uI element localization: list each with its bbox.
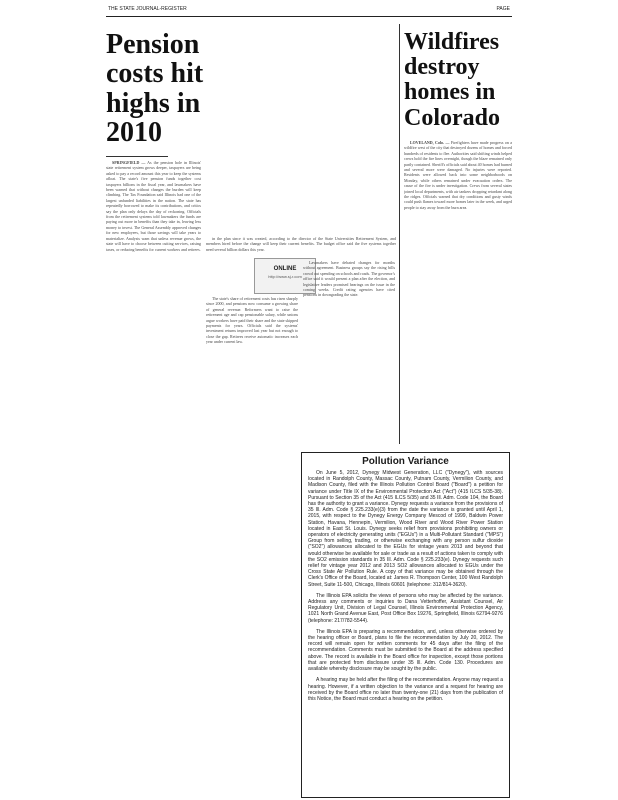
pension-story-body	[106, 160, 201, 445]
online-promo-title: ONLINE	[273, 266, 297, 272]
continuation-text: in the plan since it was created, according to the director of the State Universities Retirement System, and members hired before the change will keep their current benefits. The budget office said the five systems together need several billion dollars this year.	[206, 236, 396, 252]
wildfire-body-text: Firefighters have made progress on a wildfire west of the city that destroyed dozens of homes and forced hundreds of residents to flee. Authorities said shifting winds helped crews hold the fire lines overnight, though the blaze remained only partly contained. Sheriff's officials said about 40 homes had burned and several more were damaged. No injuries were reported. Residents were allowed back into some neighborhoods on Monday, while others remained under evacuation orders. The cause of the fire is under investigation. Crews from several states joined local departments, with air tankers dropping retardant along the ridges. Officials warned that dry conditions and gusty winds could push flames toward more homes later in the week, and urged people to stay away from the burn area.	[404, 140, 512, 210]
headline-rule	[106, 156, 168, 157]
pension-dateline: SPRINGFIELD —	[112, 160, 146, 165]
wildfire-dateline: LOVELAND, Colo. —	[410, 140, 450, 145]
wildfire-story-body	[404, 140, 512, 445]
column-divider	[399, 24, 400, 444]
header-page-label: PAGE	[496, 6, 510, 12]
newspaper-page	[106, 0, 512, 800]
notice-paragraph-4: A hearing may be held after the filing of the recommendation. Anyone may request a hearing. However, if a written objection to the variance and a request for hearing are received by the Board office no later than twenty-one (21) days from the publication of this Notice, the Board must conduct a hearing on the petition.	[308, 677, 503, 702]
notice-paragraph-2: The Illinois EPA solicits the views of persons who may be affected by the variance. Address any comments or inquiries to Dana Vetterhoffer, Assistant Counsel, Air Regulatory Unit, Division of Legal Counsel, Illinois Environmental Protection Agency, 1021 North Grand Avenue East, Post Office Box 19276, Springfield, Illinois 62794-9276 (telephone: 217/782-5544).	[308, 592, 503, 624]
wildfire-headline: Wildfires destroy homes in Colorado	[404, 29, 500, 131]
header-publication: THE STATE JOURNAL-REGISTER	[108, 6, 187, 12]
notice-body	[302, 470, 509, 702]
page-header	[106, 4, 512, 17]
pension-column-a	[206, 296, 298, 446]
pension-column-b-text: Lawmakers have debated changes for months without agreement. Business groups say the rising bills crowd out spending on schools and roads. The governor's office said it would present a plan after the election, and legislative leaders promised hearings on the issue in the coming weeks. Credit rating agencies have cited pensions in downgrading the state.	[303, 260, 395, 298]
pension-headline: Pension costs hit highs in 2010	[106, 29, 204, 149]
pension-body-text: As the pension hole in Illinois' state retirement system grows deeper, taxpayers are being asked to pay a record amount this year to keep the systems afloat. The state's five pension funds together cost taxpayers billions in the fiscal year, and lawmakers have been warned that without changes the burden will keep climbing. The Tax Foundation said Illinois had one of the largest unfunded liabilities in the nation. The state has repeatedly borrowed to make its contributions, and critics say the plan only delays the day of reckoning. Officials from the retirement systems told lawmakers the funds are paying out more in benefits than they take in, leaving less money to invest. The General Assembly approved changes for new employees, but those savings will take years to materialize. Analysts warn that unless revenue grows, the state will have to choose between cutting services, raising taxes, or reducing benefits for current workers and retirees.	[106, 160, 201, 252]
notice-paragraph-1: On June 5, 2012, Dynegy Midwest Generation, LLC ("Dynegy"), with sources located in Randolph County, Massac County, Putnam County, Vermilion County, and Madison County, filed with the Illinois Pollution Control Board ("Board") a petition for variance under Title IX of the Environmental Protection Act ("Act") (415 ILCS 5/35-38). Pursuant to Section 35 of the Act (415 ILCS 5/35) and 35 Ill. Adm. Code 104, the Board has the authority to grant a variance. Dynegy requests a variance from the provisions of 35 Ill. Adm. Code § 225.233(e)(3) from the date the variance is granted until April 1, 2015, with respect to the Dynegy Energy Company Mescod of 1999, Baldwin Power Station, Havana, Hennepin, Vermilion, Wood River and Wood River Power Station located in East St. Louis. Dynegy seeks relief from provisions prohibiting owners or operators of electricity generating units ("EGUs") in a Multi-Pollutant Standard ("MPS") Group from selling, trading, or otherwise exchanging with any person sulfur dioxide ("SO2") allowances allocated to the EGUs for vintage years 2013 and beyond that would otherwise be available for sale or trade as a result of actions taken to comply with the SO2 emission standards in 35 Ill. Adm. Code § 225.233(e). Dynegy requests such relief for vintage year 2012 and 2013 SO2 allowances allocated to EGUs under the Cross State Air Pollution Rule. A copy of that variance may be obtained through the Clerk's Office of the Board, located at: James R. Thompson Center, 100 West Randolph Street, Suite 11-500, Chicago, Illinois 60601 (telephone: 312/814-3620).	[308, 470, 503, 588]
pollution-variance-notice	[301, 452, 510, 798]
pension-continuation-top	[206, 236, 396, 256]
notice-paragraph-3: The Illinois EPA is preparing a recommendation, and, unless otherwise ordered by the hearing officer or Board, plans to file the recommendation by July 20, 2012. The record will remain open for written comments for 45 days after the filing of the recommendation. Comments must be submitted to the Board at the address specified above. The record is available in the Board office for inspection, except those portions that are protected from disclosure under 35 Ill. Adm. Code 130. Procedures are available whereby disclosure may be sought by the public.	[308, 628, 503, 673]
pension-column-a-text: The state's share of retirement costs has risen sharply since 2000, and pensions now consume a growing share of general revenue. Reformers want to raise the retirement age and cap pensionable salary, while unions argue workers have paid their share and the state skipped payments for years. Officials said the systems' investment returns improved last year but not enough to close the gap. Retirees receive automatic increases each year under current law.	[206, 296, 298, 345]
notice-title: Pollution Variance	[362, 456, 449, 467]
online-promo-url: http://www.sj-r.com	[268, 274, 302, 279]
pension-column-b	[303, 260, 395, 445]
